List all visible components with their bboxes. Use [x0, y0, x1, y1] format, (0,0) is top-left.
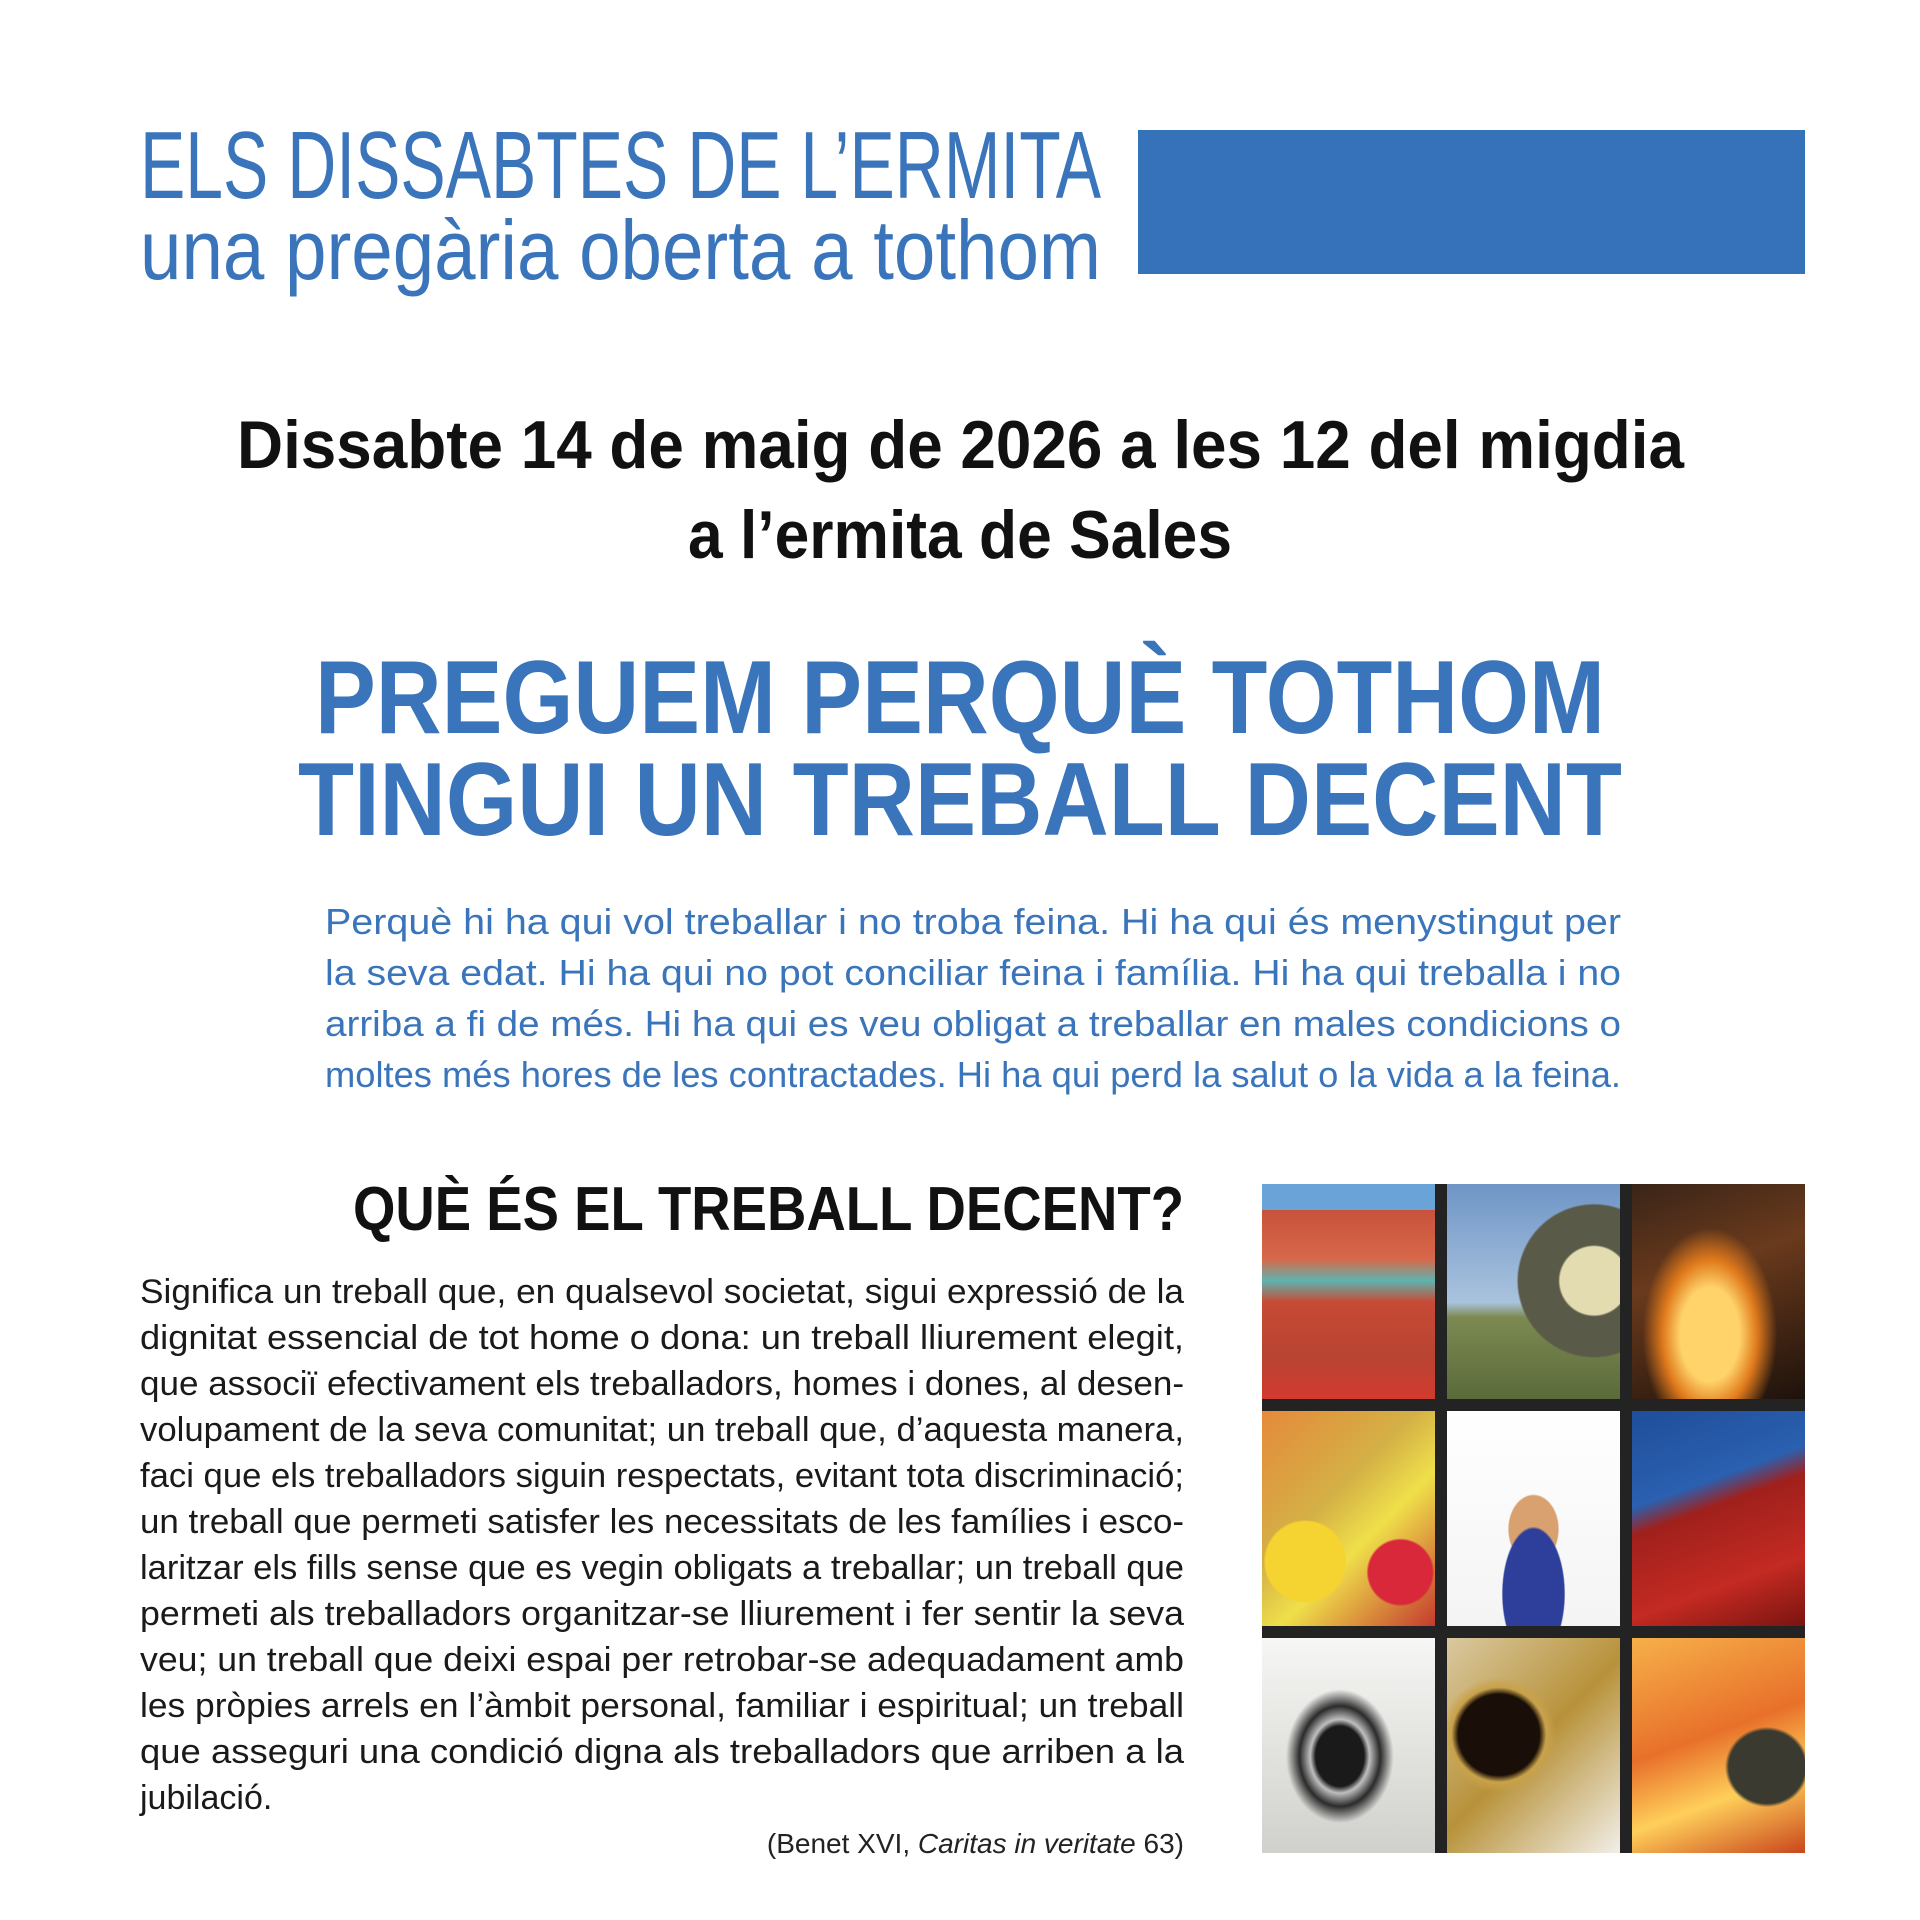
body-line: faci que els treballadors siguin respectats, evitant tota discriminació;	[140, 1457, 1184, 1495]
citation	[700, 1826, 1184, 1862]
body-line: que associï efectivament els treballadors, homes i dones, al desen-	[140, 1365, 1184, 1403]
series-title: ELS DISSABTES DE L’ERMITA	[140, 112, 1101, 219]
body-line: jubilació.	[140, 1779, 273, 1817]
photo-fruit-market	[1262, 1411, 1435, 1626]
photo-shipping-containers	[1262, 1184, 1435, 1399]
photo-film-reel	[1262, 1638, 1435, 1853]
header-color-block	[1138, 130, 1805, 274]
citation-title: Caritas in veritate	[917, 1828, 1136, 1859]
body-line: laritzar els fills sense que es vegin obligats a treballar; un treball que	[140, 1549, 1184, 1587]
intro-line: arriba a fi de més. Hi ha qui es veu obligat a treballar en males condicions o	[325, 1003, 1621, 1044]
body-line: que asseguri una condició digna als treballadors que arriben a la	[140, 1733, 1184, 1771]
photo-molten-metal	[1632, 1184, 1805, 1399]
series-subtitle: una pregària oberta a tothom	[140, 203, 1101, 297]
photo-collage	[1262, 1184, 1805, 1853]
body-line: un treball que permeti satisfer les necessitats de les famílies i esco-	[140, 1503, 1184, 1541]
section-heading: QUÈ ÉS EL TREBALL DECENT?	[353, 1175, 1184, 1244]
event-location: a l’ermita de Sales	[688, 497, 1232, 573]
body-line: Significa un treball que, en qualsevol societat, sigui expressió de la	[140, 1273, 1184, 1311]
photo-saxophone	[1447, 1638, 1620, 1853]
headline-line-2: TINGUI UN TREBALL DECENT	[298, 742, 1622, 858]
photo-tractor-wheel	[1447, 1184, 1620, 1399]
intro-line: la seva edat. Hi ha qui no pot conciliar feina i família. Hi ha qui treballa i no	[325, 952, 1621, 993]
citation-author: (Benet XVI,	[766, 1828, 918, 1859]
body-line: dignitat essencial de tot home o dona: un treball lliurement elegit,	[140, 1319, 1184, 1357]
event-date: Dissabte 14 de maig de 2026 a les 12 del migdia	[236, 407, 1684, 483]
body-line: veu; un treball que deixi espai per retrobar-se adequadament amb	[140, 1641, 1184, 1679]
citation-ref: 63)	[1135, 1828, 1184, 1859]
photo-cleaning-supplies	[1447, 1411, 1620, 1626]
headline-line-1: PREGUEM PERQUÈ TOTHOM	[315, 640, 1605, 756]
photo-firefighter	[1632, 1638, 1805, 1853]
body-line: permeti als treballadors organitzar-se lliurement i fer sentir la seva	[140, 1595, 1184, 1633]
intro-line: moltes més hores de les contractades. Hi ha qui perd la salut o la vida a la feina.	[325, 1054, 1621, 1095]
body-line: les pròpies arrels en l’àmbit personal, familiar i espiritual; un treball	[140, 1687, 1184, 1725]
photo-nets	[1632, 1411, 1805, 1626]
intro-line: Perquè hi ha qui vol treballar i no troba feina. Hi ha qui és menystingut per	[325, 901, 1621, 942]
body-line: volupament de la seva comunitat; un treball que, d’aquesta manera,	[140, 1411, 1184, 1449]
